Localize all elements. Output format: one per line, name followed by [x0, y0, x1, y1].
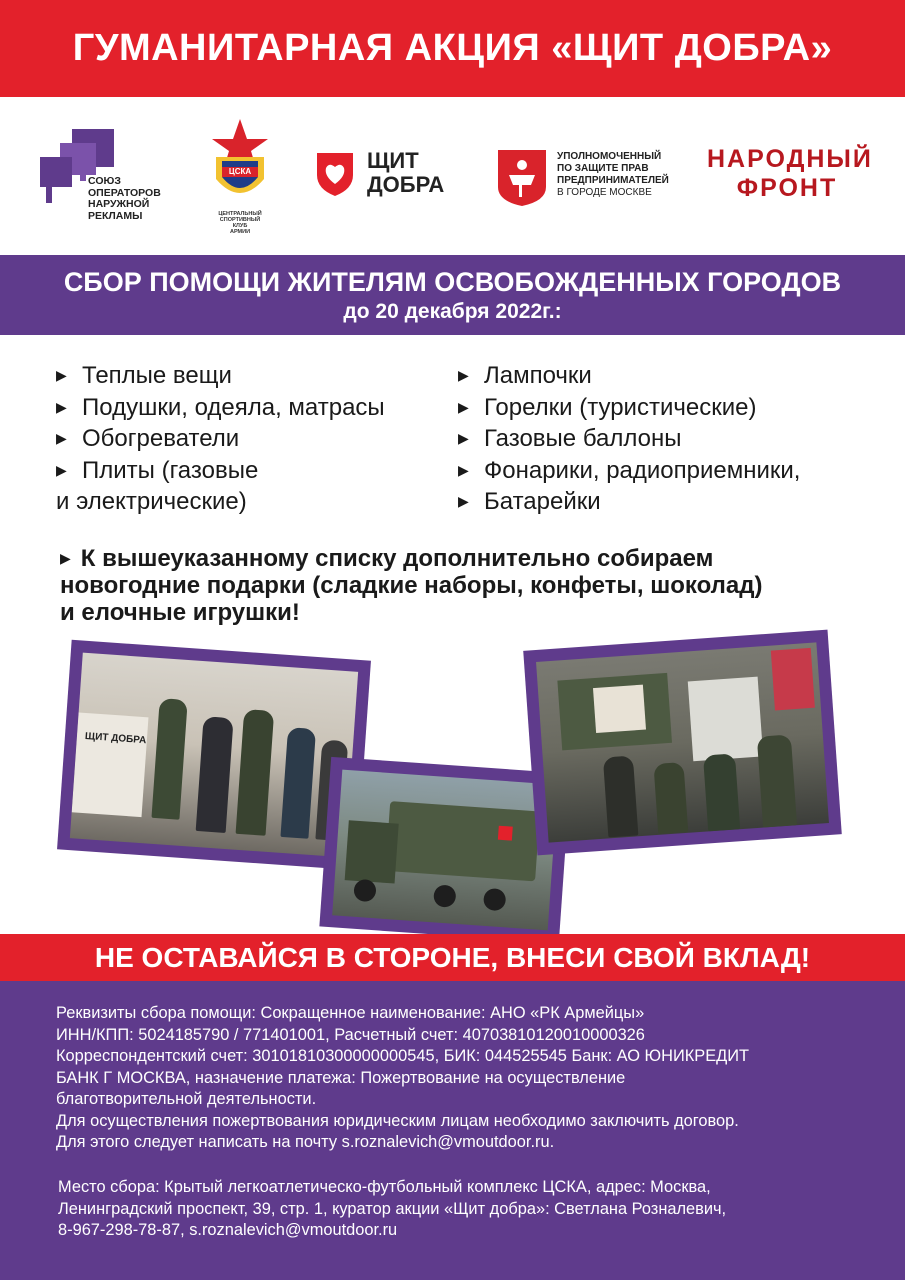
bullet-icon: ▶	[458, 493, 469, 509]
bullet-icon: ▶	[458, 398, 469, 415]
list-item	[56, 360, 385, 392]
cska-star-icon	[210, 117, 270, 207]
list-item	[458, 392, 800, 424]
soyuz-line: РЕКЛАМЫ	[88, 209, 143, 222]
partner-logos	[0, 97, 905, 255]
cska-caption-line: КЛУБ	[232, 223, 248, 229]
narodny-front-logo	[707, 145, 873, 205]
items-list-right	[458, 360, 800, 518]
list-item-label: Подушки, одеяла, матрасы	[82, 393, 385, 421]
place-line: Ленинградский проспект, 39, стр. 1, куратор акции «Щит добра»: Светлана Розналевич,	[58, 1199, 727, 1218]
header-banner	[0, 0, 905, 97]
requisites-line: Для осуществления пожертвования юридическим лицам необходимо заключить договор.	[56, 1111, 739, 1130]
dobra-word: ДОБРА	[367, 172, 445, 197]
list-item-continuation: и электрические)	[56, 488, 247, 515]
soyuz-line: ОПЕРАТОРОВ	[88, 186, 161, 199]
call-to-action-banner	[0, 934, 905, 981]
requisites-line: Корреспондентский счет: 30101810300000000545, БИК: 044525545 Банк: АО ЮНИКРЕДИТ	[56, 1047, 750, 1065]
bullet-icon: ▶	[458, 430, 469, 446]
collection-deadline: до 20 декабря 2022г.:	[343, 300, 562, 323]
bullet-icon: ▶	[56, 461, 67, 478]
ombudsman-line: УПОЛНОМОЧЕННЫЙ	[557, 151, 662, 162]
extra-line	[60, 545, 762, 572]
list-item	[458, 423, 800, 455]
photo-truck	[332, 770, 558, 931]
list-item	[56, 392, 385, 424]
list-item-label: Фонарики, радиоприемники,	[484, 456, 801, 484]
photo-label: ЩИТ ДОБРА	[84, 730, 147, 747]
list-item-label: Плиты (газовые	[82, 456, 259, 484]
list-item	[458, 360, 800, 392]
list-item-label: Обогреватели	[82, 425, 240, 452]
list-item-label: Горелки (туристические)	[484, 393, 757, 421]
list-item	[56, 455, 385, 487]
footer-info	[0, 981, 905, 1280]
list-item-label: Теплые вещи	[82, 362, 232, 389]
collection-title: СБОР ПОМОЩИ ЖИТЕЛЯМ ОСВОБОЖДЕННЫХ ГОРОДОВ	[63, 267, 842, 297]
photo-frame-left	[57, 640, 371, 870]
bullet-icon: ▶	[56, 367, 67, 383]
place-line: 8-967-298-78-87, s.roznalevich@vmoutdoor.ru	[58, 1221, 398, 1239]
front-word: ФРОНТ	[736, 174, 838, 202]
soyuz-line: СОЮЗ	[88, 175, 121, 187]
requisites-line: Для этого следует написать на почту s.roznalevich@vmoutdoor.ru.	[56, 1133, 555, 1151]
extra-line: новогодние подарки (сладкие наборы, конфеты, шоколад)	[60, 572, 763, 599]
items-list-left	[56, 360, 385, 518]
cska-caption-line: АРМИИ	[229, 229, 251, 235]
photo-officials	[70, 653, 358, 858]
list-item	[458, 486, 800, 518]
page-title: ГУМАНИТАРНАЯ АКЦИЯ «ЩИТ ДОБРА»	[72, 27, 833, 69]
photo-frame-right	[523, 630, 842, 856]
cska-caption-line: СПОРТИВНЫЙ	[219, 217, 261, 223]
bullet-icon: ▶	[56, 398, 67, 415]
ombudsman-line: В ГОРОДЕ МОСКВЕ	[557, 187, 652, 198]
list-item	[56, 423, 385, 455]
list-item	[458, 455, 800, 487]
collection-banner	[0, 255, 905, 335]
bullet-icon: ▶	[60, 550, 71, 566]
shchit-dobra-logo	[315, 149, 465, 199]
requisites-line: БАНК Г МОСКВА, назначение платежа: Пожертвование на осуществление	[56, 1068, 626, 1087]
cska-badge-text: ЦСКА	[228, 167, 252, 176]
moscow-coat-icon	[497, 149, 547, 207]
bullet-icon: ▶	[458, 367, 469, 383]
requisites-line: ИНН/КПП: 5024185790 / 771401001, Расчетный счет: 40703810120010000326	[56, 1025, 645, 1044]
extra-note	[60, 545, 762, 626]
extra-line-text: К вышеуказанному списку дополнительно собираем	[80, 545, 714, 572]
shchit-word: ЩИТ	[367, 148, 419, 173]
cska-logo	[210, 117, 270, 237]
list-item-label: Батарейки	[484, 488, 601, 515]
cska-caption-line: ЦЕНТРАЛЬНЫЙ	[218, 211, 262, 217]
narodny-word: НАРОДНЫЙ	[707, 145, 873, 173]
requisites-line: благотворительной деятельности.	[56, 1090, 317, 1108]
requisites-line: Реквизиты сбора помощи: Сокращенное наименование: АНО «РК Армейцы»	[56, 1004, 645, 1022]
requisites-block	[56, 1003, 749, 1154]
soyuz-logo	[40, 129, 180, 224]
ombudsman-logo	[497, 149, 677, 209]
bullet-icon: ▶	[56, 430, 67, 446]
photo-loading	[536, 642, 829, 842]
bullet-icon: ▶	[458, 461, 469, 478]
ombudsman-line: ПО ЗАЩИТЕ ПРАВ	[557, 163, 649, 174]
place-block	[58, 1177, 726, 1242]
soyuz-line: НАРУЖНОЙ	[88, 198, 150, 210]
list-item-label: Лампочки	[484, 362, 592, 389]
call-to-action-text: НЕ ОСТАВАЙСЯ В СТОРОНЕ, ВНЕСИ СВОЙ ВКЛАД!	[94, 941, 811, 973]
extra-line: и елочные игрушки!	[60, 599, 300, 626]
place-line: Место сбора: Крытый легкоатлетическо-футбольный комплекс ЦСКА, адрес: Москва,	[58, 1178, 711, 1196]
list-item-label: Газовые баллоны	[484, 425, 682, 452]
ombudsman-line: ПРЕДПРИНИМАТЕЛЕЙ	[557, 175, 669, 186]
heart-shield-icon	[315, 151, 355, 197]
